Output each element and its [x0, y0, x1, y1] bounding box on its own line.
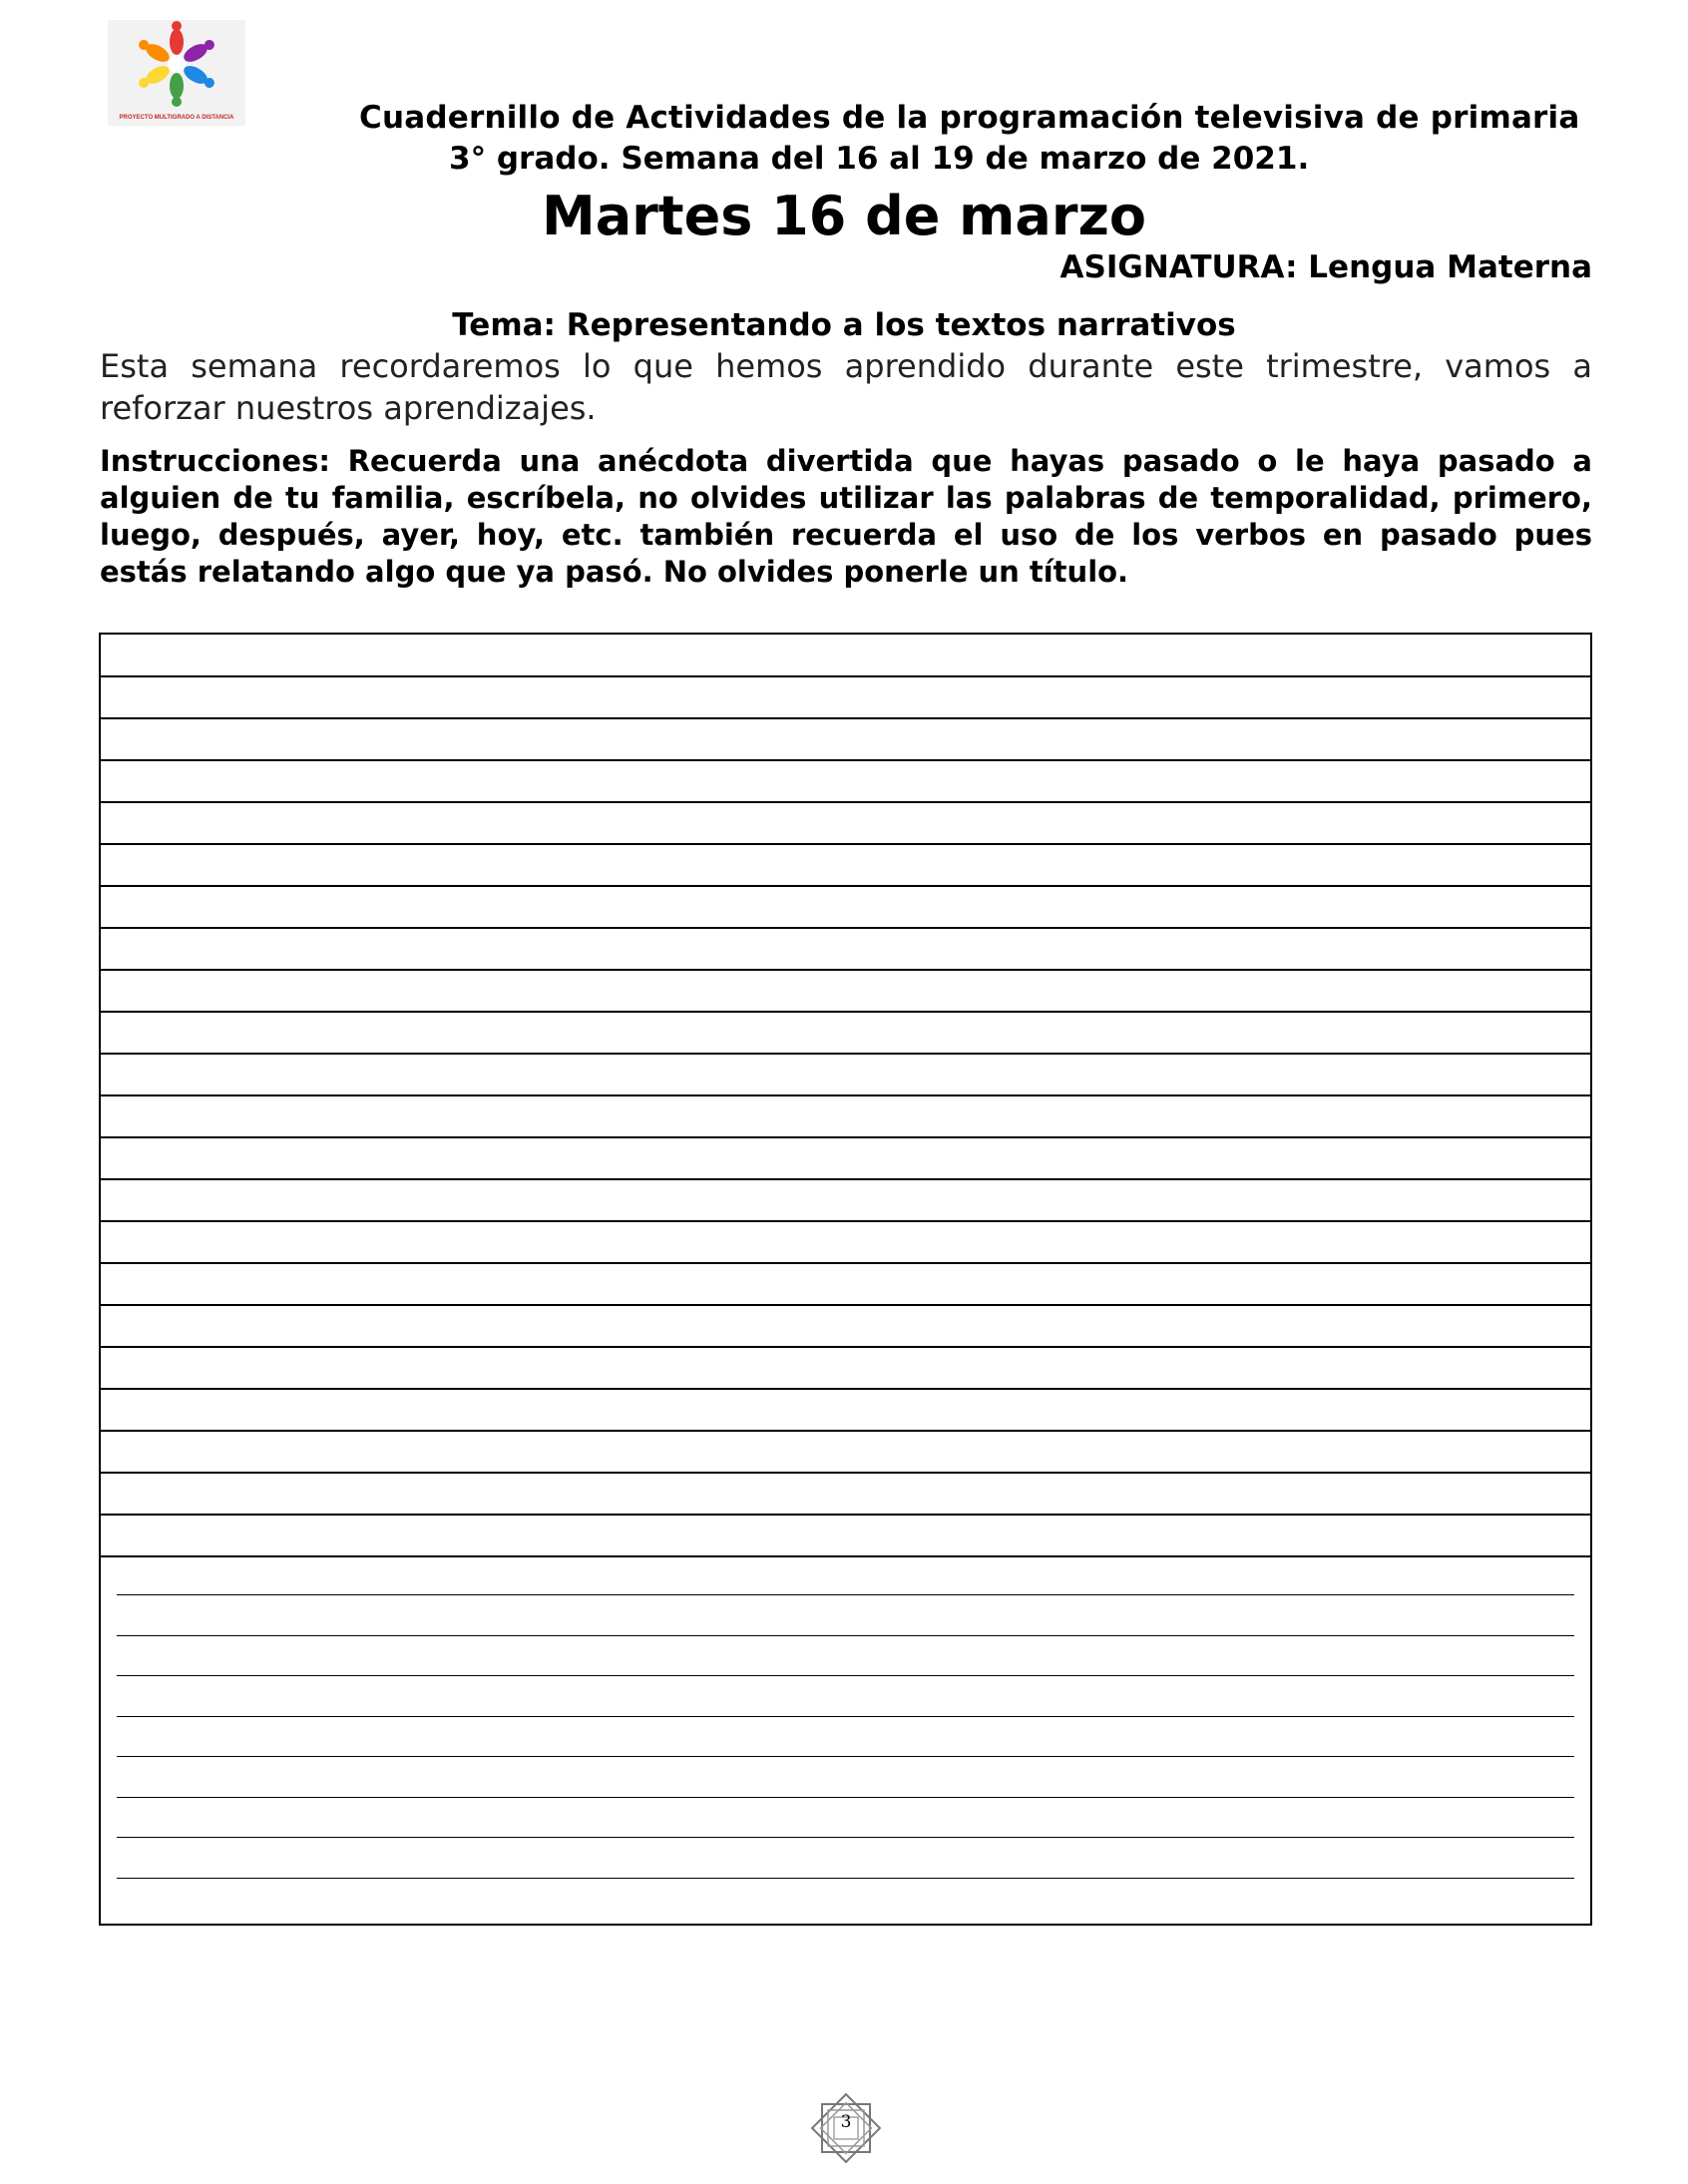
page-number: 3: [840, 2112, 852, 2132]
writing-line: [101, 1094, 1590, 1096]
topic-label: Tema: Representando a los textos narrativos: [452, 307, 1236, 343]
writing-line: [101, 1053, 1590, 1055]
writing-line: [117, 1594, 1574, 1595]
writing-line: [101, 843, 1590, 845]
logo: [108, 20, 245, 126]
lined-writing-area[interactable]: [99, 633, 1592, 1926]
writing-line: [101, 1136, 1590, 1138]
writing-line: [101, 1220, 1590, 1222]
writing-line: [101, 675, 1590, 677]
writing-line: [101, 1262, 1590, 1264]
writing-line: [101, 1346, 1590, 1348]
writing-line: [117, 1716, 1574, 1717]
day-title: Martes 16 de marzo: [541, 185, 1147, 247]
logo-caption: PROYECTO MULTIGRADO A DISTANCIA: [119, 115, 234, 121]
subject-label: ASIGNATURA: Lengua Materna: [1059, 249, 1592, 285]
writing-line: [101, 1514, 1590, 1516]
writing-line: [101, 1555, 1590, 1557]
writing-line: [117, 1756, 1574, 1757]
writing-line: [101, 1011, 1590, 1013]
writing-line: [117, 1878, 1574, 1879]
writing-line: [117, 1837, 1574, 1838]
writing-line: [101, 1430, 1590, 1432]
writing-line: [101, 1178, 1590, 1180]
writing-line: [101, 885, 1590, 887]
intro-paragraph: Esta semana recordaremos lo que hemos aprendido durante este trimestre, vamos a reforzar nuestros aprendizajes.: [100, 347, 1592, 427]
writing-line: [101, 759, 1590, 761]
writing-line: [101, 801, 1590, 803]
writing-line: [101, 1304, 1590, 1306]
grade-week: 3° grado. Semana del 16 al 19 de marzo de 2021.: [449, 141, 1310, 177]
writing-line: [117, 1797, 1574, 1798]
writing-line: [117, 1675, 1574, 1676]
writing-line: [101, 717, 1590, 719]
instructions-paragraph: Instrucciones: Recuerda una anécdota divertida que hayas pasado o le haya pasado a alguien de tu familia, escríbela, no olvides utilizar las palabras de temporalidad, primero, luego, después, ayer, hoy, etc. también recuerda el uso de los verbos en pasado pues estás relatando algo que ya pasó. No olvides ponerle un título.: [100, 444, 1592, 589]
workbook-title: Cuadernillo de Actividades de la programación televisiva de primaria: [359, 100, 1580, 136]
writing-line: [101, 927, 1590, 929]
writing-line: [101, 969, 1590, 971]
writing-line: [101, 1388, 1590, 1390]
page-number-ornament: [806, 2088, 886, 2168]
writing-line: [101, 1472, 1590, 1474]
writing-line: [117, 1635, 1574, 1636]
logo-figure-red: [170, 21, 184, 55]
star-people-logo-icon: [108, 20, 245, 126]
